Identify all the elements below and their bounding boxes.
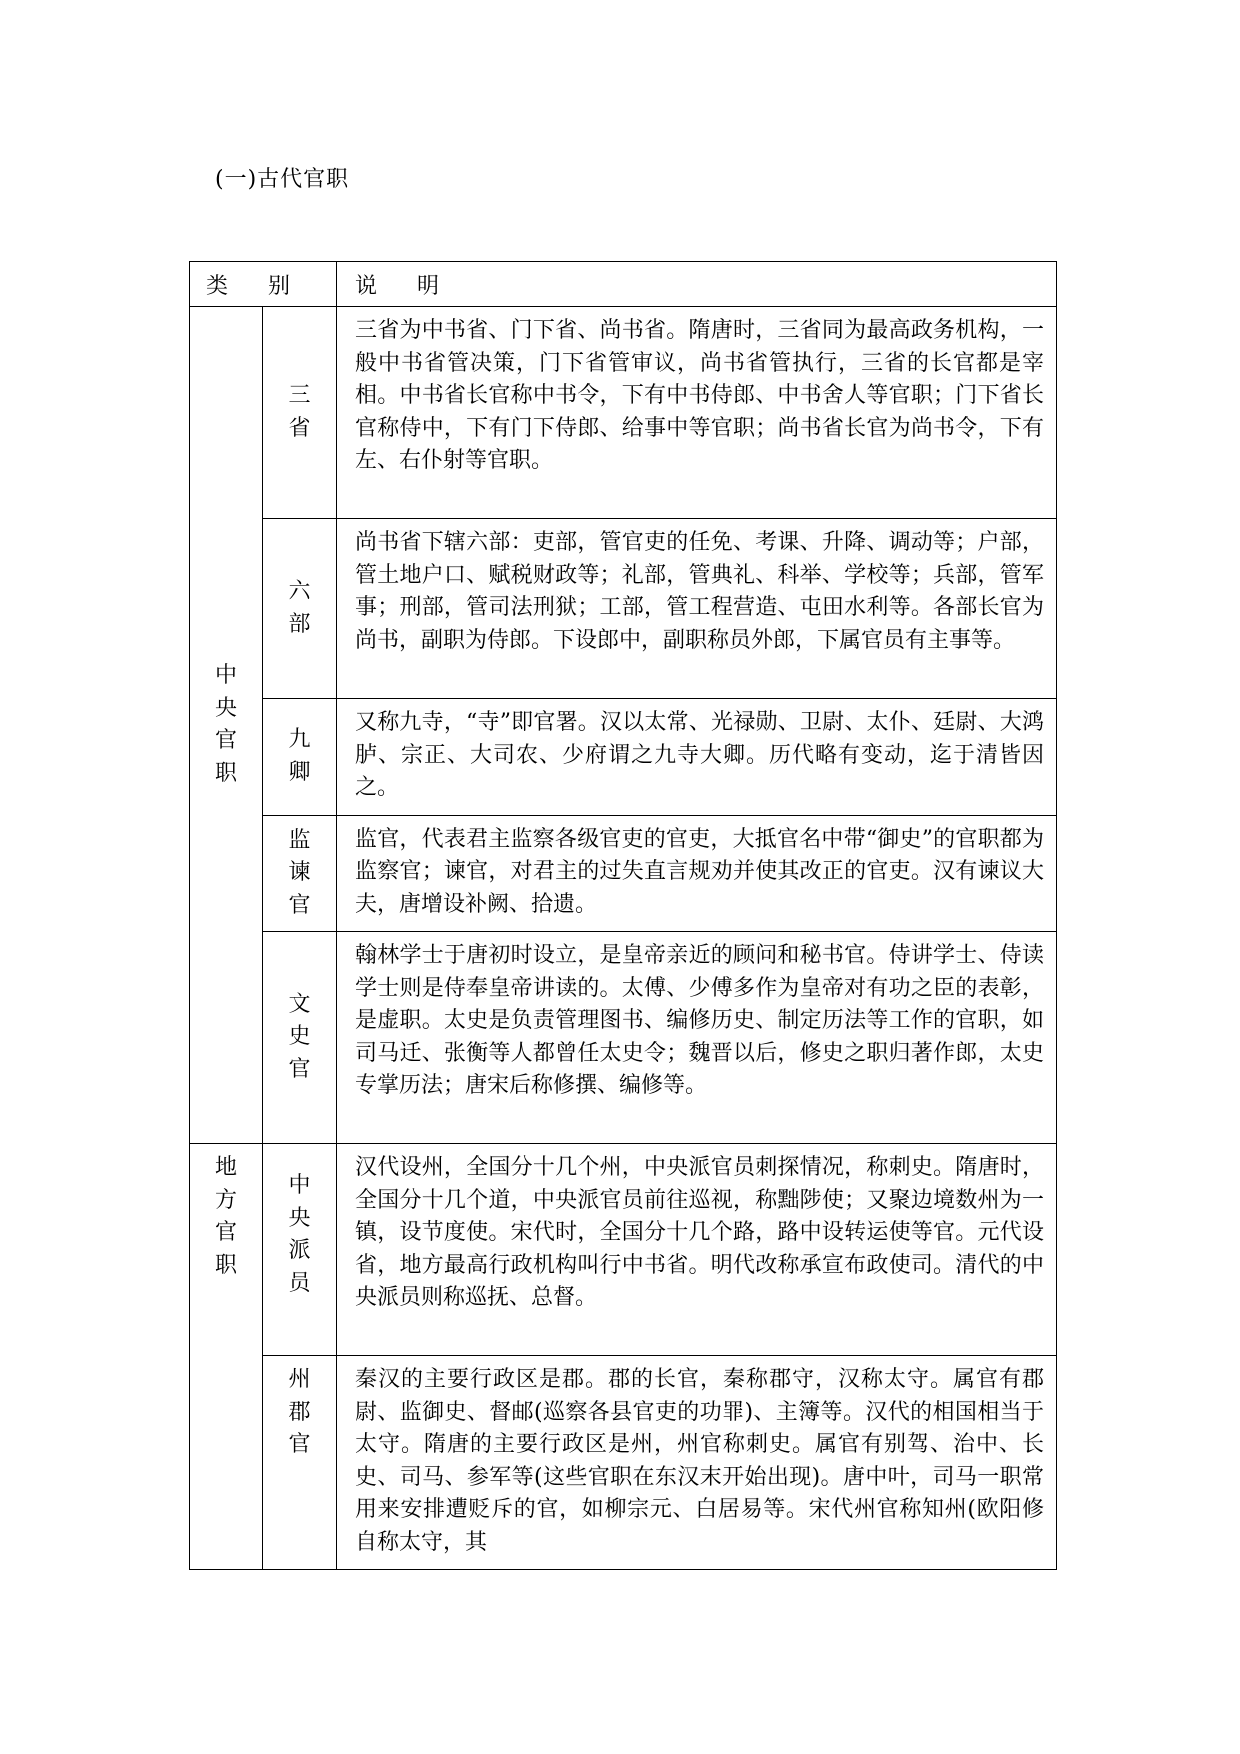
table-row — [190, 815, 1057, 932]
vertical-char: 九 — [288, 727, 311, 753]
header-category-cell — [190, 262, 337, 307]
vertical-char: 央 — [288, 1205, 311, 1231]
group-label — [190, 1152, 262, 1282]
vertical-char: 官 — [288, 892, 311, 918]
description-cell: 监官，代表君主监察各级官吏的官吏，大抵官名中带“御史”的官职都为监察官；谏官，对君主的过失直言规劝并使其改正的官吏。汉有谏议大夫，唐增设补阙、拾遗。 — [337, 815, 1057, 932]
table-row — [190, 699, 1057, 816]
vertical-char: 央 — [214, 695, 237, 721]
vertical-char: 官 — [214, 1220, 237, 1245]
sub-cell — [263, 815, 337, 932]
vertical-char: 文 — [288, 991, 311, 1017]
vertical-char: 职 — [214, 1252, 237, 1278]
vertical-char: 地 — [214, 1155, 237, 1180]
sub-cell — [263, 932, 337, 1144]
sub-label — [263, 380, 336, 445]
table-row — [190, 1144, 1057, 1356]
sub-cell — [263, 1356, 337, 1570]
official-positions-table — [189, 261, 1057, 1570]
table-row — [190, 307, 1057, 519]
vertical-char: 方 — [214, 1187, 237, 1213]
vertical-char: 监 — [288, 827, 311, 853]
vertical-char: 官 — [288, 1056, 311, 1082]
vertical-char: 员 — [288, 1270, 311, 1296]
group-cell-local — [190, 1144, 263, 1570]
header-description-cell — [337, 262, 1057, 307]
sub-cell — [263, 519, 337, 699]
vertical-char: 派 — [288, 1238, 311, 1263]
header-description-char-1: 说 — [355, 273, 378, 299]
section-heading: (一)古代官职 — [215, 167, 350, 192]
sub-label — [263, 576, 336, 641]
description-cell: 尚书省下辖六部：吏部，管官吏的任免、考课、升降、调动等；户部，管土地户口、赋税财政等；礼部，管典礼、科举、学校等；兵部，管军事；刑部，管司法刑狱；工部，管工程营造、屯田水利等。各部长官为尚书，副职为侍郎。下设郎中，副职称员外郎，下属官员有主事等。 — [337, 519, 1057, 699]
description-cell: 秦汉的主要行政区是郡。郡的长官，秦称郡守，汉称太守。属官有郡尉、监御史、督邮(巡察各县官吏的功罪)、主簿等。汉代的相国相当于太守。隋唐的主要行政区是州，州官称刺史。属官有别驾、治中、长史、司马、参军等(这些官职在东汉末开始出现)。唐中叶，司马一职常用来安排遭贬斥的官，如柳宗元、白居易等。宋代州官称知州(欧阳修自称太守，其 — [337, 1356, 1057, 1570]
vertical-char: 史 — [288, 1024, 311, 1050]
vertical-char: 郡 — [288, 1399, 311, 1425]
group-label — [190, 660, 262, 790]
group-cell-central — [190, 307, 263, 1144]
sub-label — [263, 989, 336, 1087]
table-header-row — [190, 262, 1057, 307]
vertical-char: 官 — [288, 1432, 311, 1457]
description-cell: 汉代设州，全国分十几个州，中央派官员刺探情况，称刺史。隋唐时，全国分十几个道，中央派官员前往巡视，称黜陟使；又聚边境数州为一镇，设节度使。宋代时，全国分十几个路，路中设转运使等官。元代设省，地方最高行政机构叫行中书省。明代改称承宣布政使司。清代的中央派员则称巡抚、总督。 — [337, 1144, 1057, 1356]
vertical-char: 官 — [214, 728, 237, 753]
sub-label — [263, 1364, 336, 1462]
vertical-char: 中 — [288, 1173, 311, 1198]
sub-cell — [263, 307, 337, 519]
header-category-char-2: 别 — [268, 273, 291, 299]
vertical-char: 州 — [288, 1367, 311, 1392]
sub-cell — [263, 1144, 337, 1356]
table-row — [190, 519, 1057, 699]
sub-label — [263, 825, 336, 923]
vertical-char: 谏 — [288, 860, 311, 885]
sub-cell — [263, 699, 337, 816]
vertical-char: 六 — [288, 579, 311, 604]
header-description-char-2: 明 — [417, 273, 440, 299]
table-row — [190, 1356, 1057, 1570]
vertical-char: 中 — [214, 663, 237, 688]
table-row — [190, 932, 1057, 1144]
sub-label — [263, 724, 336, 789]
vertical-char: 省 — [288, 415, 311, 441]
description-cell: 三省为中书省、门下省、尚书省。隋唐时，三省同为最高政务机构，一般中书省管决策，门下省管审议，尚书省管执行，三省的长官都是宰相。中书省长官称中书令，下有中书侍郎、中书舍人等官职；门下省长官称侍中，下有门下侍郎、给事中等官职；尚书省长官为尚书令，下有左、右仆射等官职。 — [337, 307, 1057, 519]
header-category-char-1: 类 — [206, 273, 229, 299]
vertical-char: 职 — [214, 760, 237, 786]
sub-label — [263, 1170, 336, 1300]
description-cell: 翰林学士于唐初时设立，是皇帝亲近的顾问和秘书官。侍讲学士、侍读学士则是侍奉皇帝讲读的。太傅、少傅多作为皇帝对有功之臣的表彰，是虚职。太史是负责管理图书、编修历史、制定历法等工作的官职，如司马迁、张衡等人都曾任太史令；魏晋以后，修史之职归著作郎，太史专掌历法；唐宋后称修撰、编修等。 — [337, 932, 1057, 1144]
vertical-char: 部 — [288, 611, 311, 637]
vertical-char: 三 — [288, 383, 311, 408]
description-cell: 又称九寺，“寺”即官署。汉以太常、光禄勋、卫尉、太仆、廷尉、大鸿胪、宗正、大司农、少府谓之九寺大卿。历代略有变动，迄于清皆因之。 — [337, 699, 1057, 816]
vertical-char: 卿 — [288, 759, 311, 785]
